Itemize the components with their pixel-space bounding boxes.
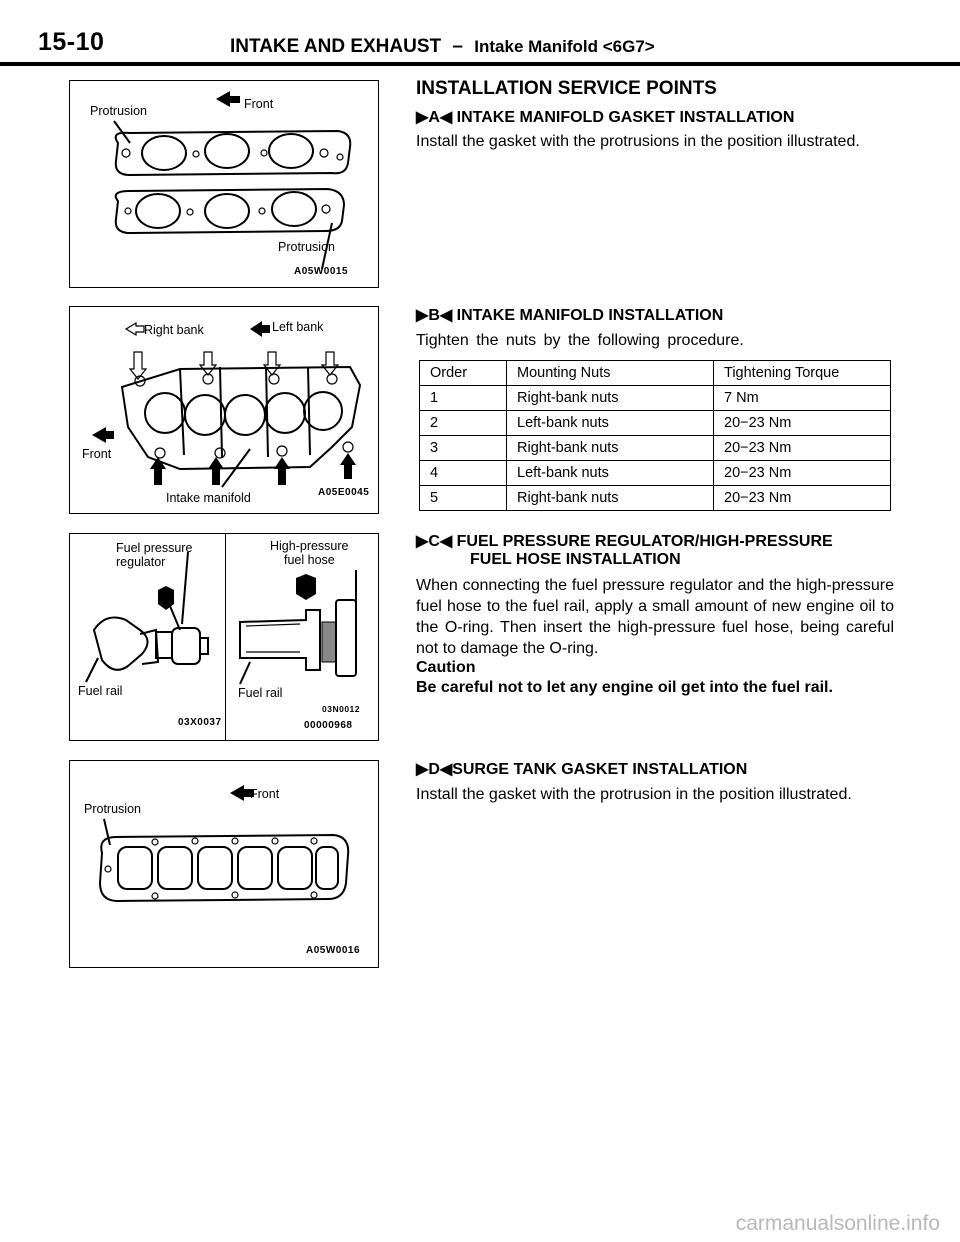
label-fuel-rail-left: Fuel rail <box>78 684 123 698</box>
step-b-text: Tighten the nuts by the following procedure. <box>416 332 744 349</box>
table-cell: 20−23 Nm <box>714 411 891 436</box>
triangle-left-icon: ◀ <box>439 307 453 324</box>
front-arrow-icon <box>92 427 114 443</box>
table-cell: Right-bank nuts <box>507 386 714 411</box>
protrusion-pointer <box>104 819 110 845</box>
torque-table <box>419 360 891 511</box>
label-right-bank: Right bank <box>144 323 204 337</box>
figure-code-left: 03X0037 <box>178 717 222 728</box>
label-left-bank: Left bank <box>272 320 324 334</box>
step-title: SURGE TANK GASKET INSTALLATION <box>452 761 748 778</box>
step-letter: D <box>428 761 440 778</box>
label-protrusion: Protrusion <box>84 802 141 816</box>
figure-surge-tank-gasket <box>69 760 379 968</box>
page-subtitle: Intake Manifold <6G7> <box>474 37 655 56</box>
label-protrusion-top: Protrusion <box>90 104 147 118</box>
label-intake-manifold: Intake manifold <box>166 491 251 505</box>
title-dash: – <box>452 36 463 57</box>
section-title: INSTALLATION SERVICE POINTS <box>416 78 717 99</box>
table-cell: 20−23 Nm <box>714 436 891 461</box>
header-rule <box>0 62 960 66</box>
label-regulator: regulator <box>116 555 166 569</box>
table-row <box>420 461 891 486</box>
figure-fuel-regulator-hose <box>69 533 379 741</box>
fuel-rail-pointer-right <box>240 662 250 684</box>
figure-intake-manifold <box>69 306 379 514</box>
triangle-left-icon: ◀ <box>439 533 453 550</box>
step-title: INTAKE MANIFOLD INSTALLATION <box>456 307 724 324</box>
table-header-cell: Order <box>420 361 507 386</box>
figure-intake-gasket <box>69 80 379 288</box>
step-d-heading <box>416 759 747 779</box>
table-cell: 7 Nm <box>714 386 891 411</box>
step-c-heading <box>416 531 833 551</box>
step-title: INTAKE MANIFOLD GASKET INSTALLATION <box>456 109 795 126</box>
label-fuel-hose: fuel hose <box>284 553 335 567</box>
right-bank-arrow-icon <box>126 323 144 335</box>
table-header-cell: Mounting Nuts <box>507 361 714 386</box>
table-row <box>420 386 891 411</box>
step-letter: C <box>428 533 440 550</box>
table-cell: 3 <box>420 436 507 461</box>
figure-code: A05W0016 <box>306 945 361 956</box>
triangle-right-icon: ▶ <box>416 307 429 324</box>
regulator-pointer <box>182 552 188 624</box>
table-cell: 5 <box>420 486 507 511</box>
table-header-cell: Tightening Torque <box>714 361 891 386</box>
figure-code: A05E0045 <box>318 487 370 498</box>
triangle-right-icon: ▶ <box>416 109 429 126</box>
label-fuel-rail-right: Fuel rail <box>238 686 283 700</box>
step-letter: A <box>428 109 440 126</box>
step-c-title-line2: FUEL HOSE INSTALLATION <box>470 551 681 568</box>
step-a-text: Install the gasket with the protrusions in the position illustrated. <box>416 133 860 150</box>
surge-tank-gasket-drawing <box>70 761 378 967</box>
caution-title: Caution <box>416 659 476 676</box>
step-d-text: Install the gasket with the protrusion in the position illustrated. <box>416 786 852 803</box>
label-high-pressure: High-pressure <box>270 539 349 553</box>
table-cell: Left-bank nuts <box>507 461 714 486</box>
chapter-title: INTAKE AND EXHAUST <box>230 36 442 57</box>
left-bank-arrow-icon <box>250 321 270 337</box>
table-cell: Left-bank nuts <box>507 411 714 436</box>
table-cell: Right-bank nuts <box>507 436 714 461</box>
triangle-right-icon: ▶ <box>416 533 429 550</box>
figure-code-right: 00000968 <box>304 720 353 731</box>
table-cell: 20−23 Nm <box>714 461 891 486</box>
figure-code-top: 03N0012 <box>322 704 361 714</box>
triangle-right-icon: ▶ <box>416 761 429 778</box>
table-row <box>420 411 891 436</box>
watermark-link[interactable]: carmanualsonline.info <box>735 1212 940 1235</box>
page-number: 15-10 <box>38 28 105 56</box>
page-title <box>230 36 655 58</box>
table-cell: 20−23 Nm <box>714 486 891 511</box>
intake-manifold-drawing <box>70 307 378 513</box>
step-b-heading <box>416 305 723 325</box>
table-header-row <box>420 361 891 386</box>
label-front: Front <box>244 97 274 111</box>
triangle-left-icon: ◀ <box>439 761 453 778</box>
step-c-text: When connecting the fuel pressure regulator and the high-pressure fuel hose to the fuel rail, apply a small amount of new engine oil to the O-ring. Then insert the high-pressure fuel hose, being careful not to damage the O-ring. <box>416 577 894 657</box>
label-protrusion-bottom: Protrusion <box>278 240 335 254</box>
step-a-heading <box>416 107 794 127</box>
front-arrow-icon <box>216 91 240 107</box>
triangle-left-icon: ◀ <box>439 109 453 126</box>
label-front: Front <box>250 787 280 801</box>
caution-text: Be careful not to let any engine oil get into the fuel rail. <box>416 679 833 696</box>
step-title-line1: FUEL PRESSURE REGULATOR/HIGH-PRESSURE <box>456 533 833 550</box>
table-cell: 2 <box>420 411 507 436</box>
table-row <box>420 436 891 461</box>
table-cell: 4 <box>420 461 507 486</box>
table-row <box>420 486 891 511</box>
figure-code: A05W0015 <box>294 266 349 277</box>
fuel-rail-pointer-left <box>86 658 98 682</box>
table-cell: Right-bank nuts <box>507 486 714 511</box>
label-front: Front <box>82 447 112 461</box>
table-cell: 1 <box>420 386 507 411</box>
step-letter: B <box>428 307 440 324</box>
label-fuel-pressure: Fuel pressure <box>116 541 193 555</box>
